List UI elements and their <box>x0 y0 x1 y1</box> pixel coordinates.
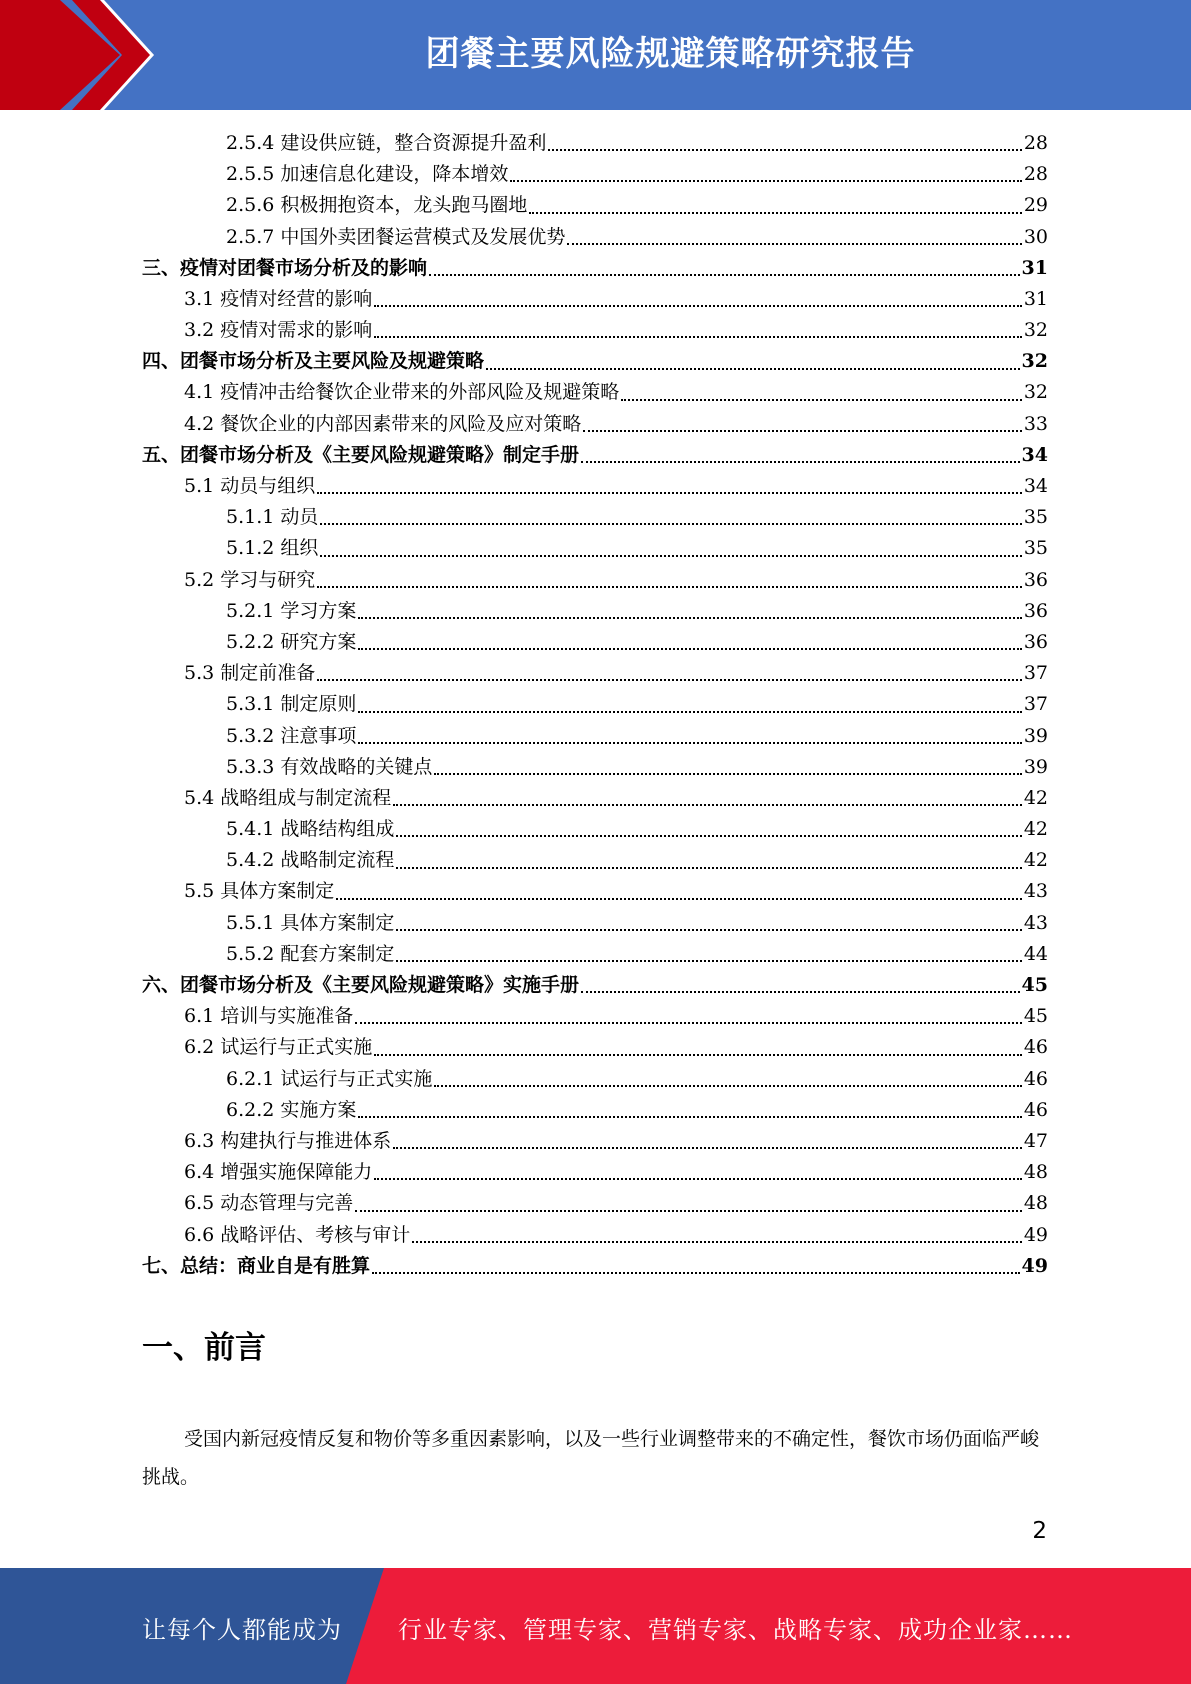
toc-entry-label: 5.3 制定前准备 <box>184 662 316 685</box>
toc-entry-label: 5.2 学习与研究 <box>184 568 316 591</box>
toc-leader-dots <box>355 1021 1022 1024</box>
toc-entry-label: 5.4 战略组成与制定流程 <box>184 786 392 809</box>
toc-entry[interactable] <box>142 222 1048 253</box>
toc-entry-page: 46 <box>1023 1036 1048 1059</box>
toc-entry-label: 6.6 战略评估、考核与审计 <box>184 1223 411 1246</box>
toc-entry[interactable] <box>142 565 1048 596</box>
toc-entry[interactable] <box>142 315 1048 346</box>
toc-entry-page: 31 <box>1023 287 1048 310</box>
toc-entry-page: 34 <box>1023 475 1048 498</box>
toc-entry-page: 48 <box>1023 1161 1048 1184</box>
toc-entry[interactable] <box>142 1157 1048 1188</box>
toc-entry[interactable] <box>142 253 1048 284</box>
toc-leader-dots <box>583 429 1022 432</box>
toc-entry-label: 6.2.2 实施方案 <box>226 1098 357 1121</box>
toc-entry-label: 5.5 具体方案制定 <box>184 880 335 903</box>
toc-entry[interactable] <box>142 1220 1048 1251</box>
toc-leader-dots <box>393 1146 1022 1149</box>
toc-leader-dots <box>581 990 1020 993</box>
toc-entry[interactable] <box>142 689 1048 720</box>
toc-entry-label: 5.5.2 配套方案制定 <box>226 942 395 965</box>
toc-entry[interactable] <box>142 970 1048 1001</box>
toc-leader-dots <box>396 866 1021 869</box>
toc-entry[interactable] <box>142 128 1048 159</box>
toc-leader-dots <box>548 148 1021 151</box>
footer-roles: 行业专家、管理专家、营销专家、战略专家、成功企业家…… <box>398 1616 1073 1644</box>
toc-entry[interactable] <box>142 877 1048 908</box>
toc-entry-page: 43 <box>1023 911 1048 934</box>
toc-leader-dots <box>317 678 1022 681</box>
toc-entry-label: 6.1 培训与实施准备 <box>184 1005 354 1028</box>
toc-entry[interactable] <box>142 1126 1048 1157</box>
section-heading: 一、前言 <box>142 1330 266 1366</box>
toc-leader-dots <box>317 585 1022 588</box>
toc-entry-label: 6.5 动态管理与完善 <box>184 1192 354 1215</box>
toc-entry[interactable] <box>142 502 1048 533</box>
toc-entry-page: 39 <box>1023 755 1048 778</box>
toc-leader-dots <box>396 928 1021 931</box>
toc-entry-label: 5.3.3 有效战略的关键点 <box>226 755 433 778</box>
toc-entry-page: 32 <box>1021 350 1048 373</box>
toc-entry-label: 5.4.2 战略制定流程 <box>226 849 395 872</box>
toc-entry-label: 5.4.1 战略结构组成 <box>226 818 395 841</box>
toc-entry-page: 45 <box>1021 974 1048 997</box>
toc-entry-page: 37 <box>1023 693 1048 716</box>
toc-entry-label: 七、总结：商业自是有胜算 <box>142 1254 371 1277</box>
toc-entry[interactable] <box>142 533 1048 564</box>
toc-entry-page: 42 <box>1023 818 1048 841</box>
toc-entry-label: 5.5.1 具体方案制定 <box>226 911 395 934</box>
footer-banner <box>0 1568 1191 1684</box>
toc-leader-dots <box>567 242 1021 245</box>
toc-leader-dots <box>358 741 1021 744</box>
toc-entry-label: 五、团餐市场分析及《主要风险规避策略》制定手册 <box>142 443 580 466</box>
toc-entry-page: 49 <box>1023 1223 1048 1246</box>
toc-entry[interactable] <box>142 1251 1048 1282</box>
toc-entry-page: 43 <box>1023 880 1048 903</box>
toc-entry[interactable] <box>142 159 1048 190</box>
toc-entry-page: 33 <box>1023 412 1048 435</box>
toc-entry-label: 4.2 餐饮企业的内部因素带来的风险及应对策略 <box>184 412 582 435</box>
toc-entry[interactable] <box>142 596 1048 627</box>
toc-entry-label: 5.3.1 制定原则 <box>226 693 357 716</box>
toc-entry-page: 39 <box>1023 724 1048 747</box>
toc-entry-page: 37 <box>1023 662 1048 685</box>
toc-entry-label: 5.1 动员与组织 <box>184 475 316 498</box>
table-of-contents <box>142 128 1048 1282</box>
toc-entry-label: 2.5.7 中国外卖团餐运营模式及发展优势 <box>226 225 566 248</box>
toc-entry[interactable] <box>142 1032 1048 1063</box>
toc-leader-dots <box>358 710 1021 713</box>
toc-leader-dots <box>374 304 1022 307</box>
toc-entry-page: 44 <box>1023 942 1048 965</box>
toc-entry[interactable] <box>142 190 1048 221</box>
toc-entry[interactable] <box>142 284 1048 315</box>
toc-entry-page: 32 <box>1023 319 1048 342</box>
intro-paragraph: 受国内新冠疫情反复和物价等多重因素影响，以及一些行业调整带来的不确定性，餐饮市场仍面临严峻挑战。 <box>142 1428 1040 1488</box>
toc-leader-dots <box>393 803 1022 806</box>
page-number: 2 <box>1032 1518 1047 1544</box>
footer-slogan: 让每个人都能成为 <box>142 1616 342 1644</box>
toc-entry-page: 42 <box>1023 786 1048 809</box>
toc-entry-label: 3.2 疫情对需求的影响 <box>184 319 373 342</box>
toc-entry-page: 36 <box>1023 568 1048 591</box>
toc-entry-page: 49 <box>1021 1254 1048 1277</box>
toc-leader-dots <box>320 522 1021 525</box>
toc-entry[interactable] <box>142 783 1048 814</box>
document-title: 团餐主要风险规避策略研究报告 <box>425 34 916 74</box>
toc-entry[interactable] <box>142 908 1048 939</box>
toc-entry-label: 6.3 构建执行与推进体系 <box>184 1129 392 1152</box>
toc-entry-label: 4.1 疫情冲击给餐饮企业带来的外部风险及规避策略 <box>184 381 620 404</box>
toc-entry[interactable] <box>142 939 1048 970</box>
toc-leader-dots <box>581 460 1020 463</box>
toc-entry-page: 46 <box>1023 1098 1048 1121</box>
toc-entry-label: 2.5.6 积极拥抱资本，龙头跑马圈地 <box>226 194 528 217</box>
toc-leader-dots <box>396 834 1021 837</box>
toc-leader-dots <box>320 554 1021 557</box>
toc-leader-dots <box>434 772 1021 775</box>
header-banner <box>0 0 1191 110</box>
toc-entry-page: 36 <box>1023 599 1048 622</box>
toc-entry[interactable] <box>142 346 1048 377</box>
toc-entry-label: 六、团餐市场分析及《主要风险规避策略》实施手册 <box>142 974 580 997</box>
toc-entry-label: 2.5.4 建设供应链，整合资源提升盈利 <box>226 131 547 154</box>
toc-leader-dots <box>355 1209 1022 1212</box>
toc-leader-dots <box>434 1084 1021 1087</box>
toc-leader-dots <box>429 273 1020 276</box>
toc-leader-dots <box>358 647 1021 650</box>
toc-entry[interactable] <box>142 409 1048 440</box>
toc-entry-label: 5.1.2 组织 <box>226 537 319 560</box>
toc-leader-dots <box>374 1177 1022 1180</box>
toc-entry[interactable] <box>142 471 1048 502</box>
toc-entry[interactable] <box>142 721 1048 752</box>
toc-entry-page: 48 <box>1023 1192 1048 1215</box>
toc-leader-dots <box>336 897 1022 900</box>
toc-leader-dots <box>510 179 1021 182</box>
toc-entry-page: 30 <box>1023 225 1048 248</box>
toc-entry-label: 5.1.1 动员 <box>226 506 319 529</box>
toc-leader-dots <box>358 1115 1021 1118</box>
toc-entry-page: 28 <box>1023 163 1048 186</box>
toc-entry-page: 28 <box>1023 131 1048 154</box>
toc-entry-page: 45 <box>1023 1005 1048 1028</box>
toc-entry-label: 5.2.2 研究方案 <box>226 630 357 653</box>
toc-entry-page: 47 <box>1023 1129 1048 1152</box>
toc-leader-dots <box>374 335 1022 338</box>
toc-leader-dots <box>412 1240 1022 1243</box>
toc-leader-dots <box>317 491 1022 494</box>
toc-entry-page: 29 <box>1023 194 1048 217</box>
toc-entry-label: 6.2 试运行与正式实施 <box>184 1036 373 1059</box>
toc-entry-label: 6.4 增强实施保障能力 <box>184 1161 373 1184</box>
toc-entry[interactable] <box>142 1064 1048 1095</box>
toc-entry-label: 5.2.1 学习方案 <box>226 599 357 622</box>
toc-entry[interactable] <box>142 440 1048 471</box>
toc-entry-label: 3.1 疫情对经营的影响 <box>184 287 373 310</box>
toc-entry-label: 四、团餐市场分析及主要风险及规避策略 <box>142 350 485 373</box>
toc-entry[interactable] <box>142 1095 1048 1126</box>
toc-entry-page: 31 <box>1021 256 1048 279</box>
toc-entry-label: 6.2.1 试运行与正式实施 <box>226 1067 433 1090</box>
toc-entry-label: 5.3.2 注意事项 <box>226 724 357 747</box>
toc-entry-page: 36 <box>1023 630 1048 653</box>
toc-entry-page: 35 <box>1023 506 1048 529</box>
toc-entry-page: 35 <box>1023 537 1048 560</box>
toc-entry-label: 三、疫情对团餐市场分析及的影响 <box>142 256 428 279</box>
toc-entry[interactable] <box>142 814 1048 845</box>
toc-entry-page: 32 <box>1023 381 1048 404</box>
toc-entry[interactable] <box>142 752 1048 783</box>
toc-entry-page: 46 <box>1023 1067 1048 1090</box>
toc-entry[interactable] <box>142 1001 1048 1032</box>
toc-leader-dots <box>396 959 1021 962</box>
toc-entry[interactable] <box>142 845 1048 876</box>
toc-leader-dots <box>358 616 1021 619</box>
toc-leader-dots <box>529 211 1021 214</box>
toc-entry-label: 2.5.5 加速信息化建设，降本增效 <box>226 163 509 186</box>
toc-entry-page: 42 <box>1023 849 1048 872</box>
toc-leader-dots <box>486 367 1020 370</box>
toc-entry[interactable] <box>142 1188 1048 1219</box>
toc-entry[interactable] <box>142 627 1048 658</box>
toc-leader-dots <box>374 1053 1022 1056</box>
toc-entry-page: 34 <box>1021 443 1048 466</box>
toc-entry[interactable] <box>142 378 1048 409</box>
toc-leader-dots <box>372 1271 1020 1274</box>
toc-entry[interactable] <box>142 658 1048 689</box>
toc-leader-dots <box>621 398 1022 401</box>
